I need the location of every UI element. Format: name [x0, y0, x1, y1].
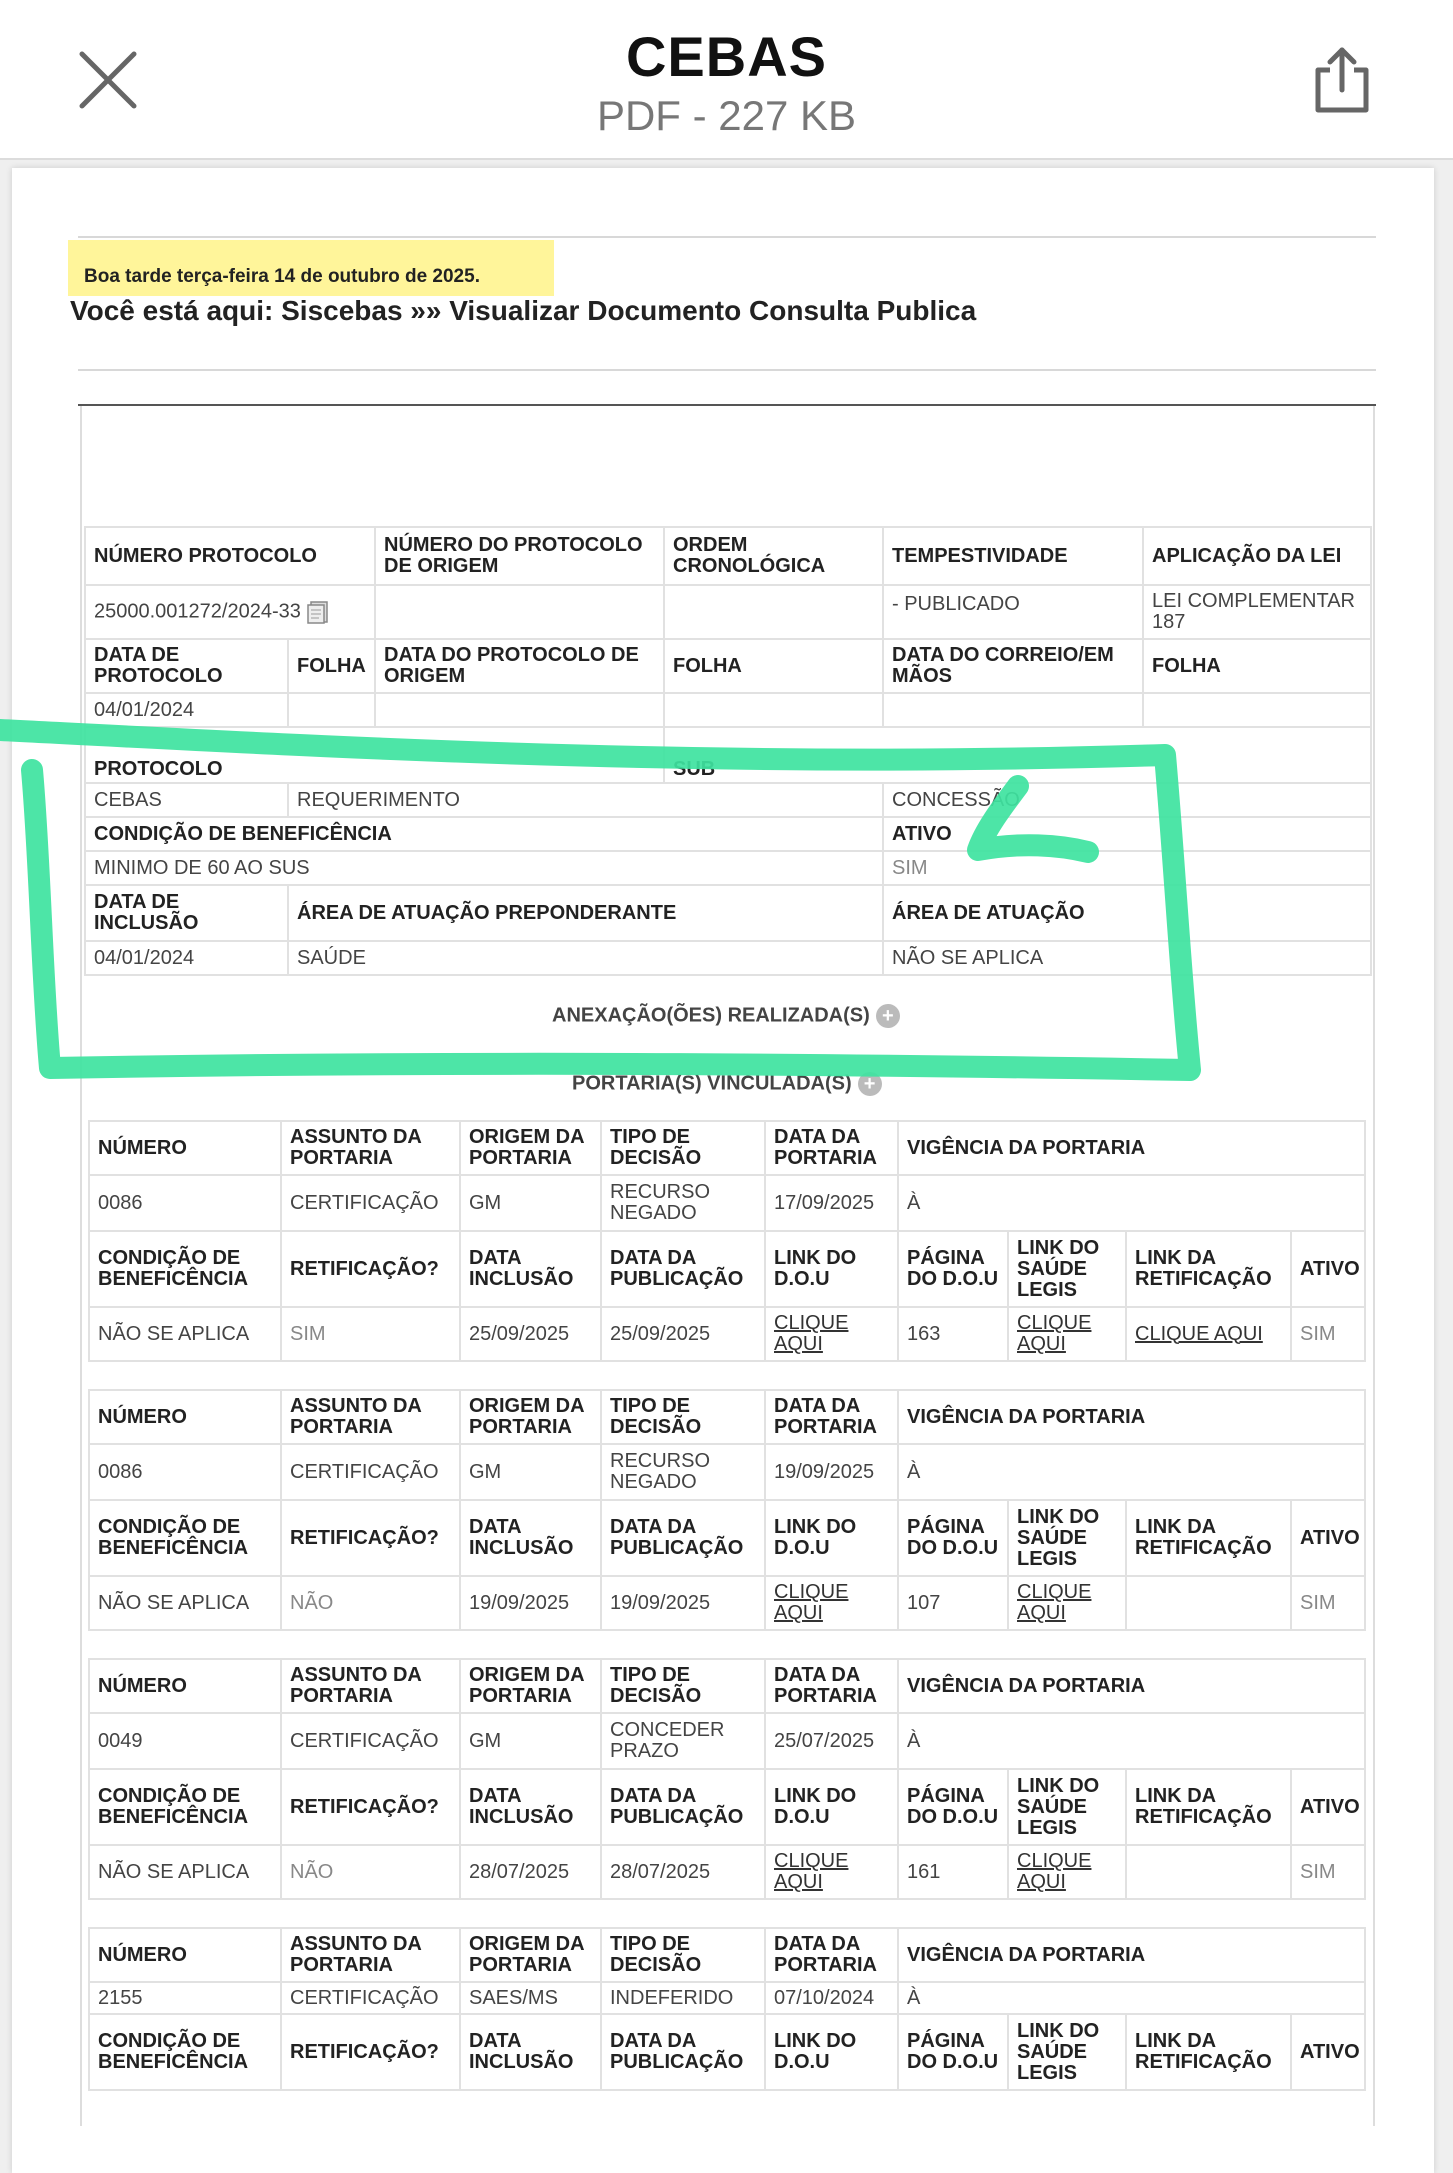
protocol-number-cell	[85, 585, 375, 639]
header-cell: ORIGEM DA PORTARIA	[460, 1390, 601, 1444]
portaria-data: 07/10/2024	[765, 1982, 898, 2014]
portaria-numero: 0086	[89, 1175, 281, 1231]
header-cell: DATA DO CORREIO/EM MÃOS	[883, 639, 1143, 693]
header-cell: CONDIÇÃO DE BENEFICÊNCIA	[89, 2014, 281, 2090]
portaria-condicao: NÃO SE APLICA	[89, 1307, 281, 1361]
portaria-origem: SAES/MS	[460, 1982, 601, 2014]
header-cell: APLICAÇÃO DA LEI	[1143, 527, 1371, 585]
header-cell: ASSUNTO DA PORTARIA	[281, 1928, 460, 1982]
header-cell: TEMPESTIVIDADE	[883, 527, 1143, 585]
portaria-pagina-dou: 107	[898, 1576, 1008, 1630]
header-cell: NÚMERO	[89, 1928, 281, 1982]
portaria-retificacao: SIM	[281, 1307, 460, 1361]
header-cell: DATA DO PROTOCOLO DE ORIGEM	[375, 639, 664, 693]
header-cell: FOLHA	[288, 639, 375, 693]
portaria-tipo-decisao: RECURSO NEGADO	[601, 1175, 765, 1231]
header-cell: TIPO DE DECISÃO	[601, 1390, 765, 1444]
portaria-retificacao: NÃO	[281, 1576, 460, 1630]
portaria-tipo-decisao: RECURSO NEGADO	[601, 1444, 765, 1500]
portarias-label: PORTARIA(S) VINCULADA(S)	[572, 1072, 852, 1095]
portaria-table	[88, 1658, 1366, 1900]
link-dou[interactable]: CLIQUE AQUI	[765, 1845, 898, 1899]
data-cell	[664, 585, 883, 639]
link-dou[interactable]: CLIQUE AQUI	[765, 1576, 898, 1630]
area-preponderante-value: SAÚDE	[288, 941, 883, 975]
data-cell	[375, 693, 664, 727]
header-cell: VIGÊNCIA DA PORTARIA	[898, 1390, 1365, 1444]
condicao-value: MINIMO DE 60 AO SUS	[85, 851, 883, 885]
header-cell: DATA DA PUBLICAÇÃO	[601, 1231, 765, 1307]
header-cell: ASSUNTO DA PORTARIA	[281, 1390, 460, 1444]
page-rule	[78, 369, 1376, 371]
viewer-header	[0, 0, 1453, 160]
header-cell: DATA INCLUSÃO	[460, 2014, 601, 2090]
portaria-numero: 0049	[89, 1713, 281, 1769]
header-cell: LINK DO SAÚDE LEGIS	[1008, 1231, 1126, 1307]
header-cell: LINK DO SAÚDE LEGIS	[1008, 2014, 1126, 2090]
tempestividade-value: - PUBLICADO	[883, 585, 1143, 639]
portaria-retificacao: NÃO	[281, 1845, 460, 1899]
tipo-value: CEBAS	[85, 783, 288, 817]
header-cell: DATA DA PUBLICAÇÃO	[601, 1769, 765, 1845]
portaria-ativo: SIM	[1291, 1576, 1365, 1630]
requerimento-value: REQUERIMENTO	[288, 783, 883, 817]
area-atuacao-value: NÃO SE APLICA	[883, 941, 1371, 975]
header-cell: ASSUNTO DA PORTARIA	[281, 1659, 460, 1713]
header-cell: ASSUNTO DA PORTARIA	[281, 1121, 460, 1175]
greeting-text: Boa tarde terça-feira 14 de outubro de 2025.	[84, 266, 480, 287]
document-icon[interactable]	[307, 600, 329, 624]
header-cell: PÁGINA DO D.O.U	[898, 2014, 1008, 2090]
data-cell	[375, 585, 664, 639]
header-cell: SUB	[664, 727, 1371, 783]
header-cell: DATA DA PORTARIA	[765, 1928, 898, 1982]
header-cell: FOLHA	[664, 639, 883, 693]
anexacoes-label: ANEXAÇÃO(ÕES) REALIZADA(S)	[552, 1004, 870, 1027]
portaria-condicao: NÃO SE APLICA	[89, 1576, 281, 1630]
greeting-highlight	[68, 240, 554, 296]
header-cell: ATIVO	[1291, 1500, 1365, 1576]
header-cell: CONDIÇÃO DE BENEFICÊNCIA	[89, 1231, 281, 1307]
expand-icon[interactable]: +	[876, 1004, 900, 1028]
portaria-vigencia: À	[898, 1713, 1365, 1769]
page-rule	[1373, 406, 1375, 2126]
data-cell	[288, 693, 375, 727]
portaria-vigencia: À	[898, 1175, 1365, 1231]
header-cell: ATIVO	[1291, 1769, 1365, 1845]
header-cell: CONDIÇÃO DE BENEFICÊNCIA	[85, 817, 883, 851]
header-cell: LINK DO D.O.U	[765, 1231, 898, 1307]
portaria-origem: GM	[460, 1713, 601, 1769]
header-cell: LINK DO D.O.U	[765, 2014, 898, 2090]
header-cell: LINK DO SAÚDE LEGIS	[1008, 1500, 1126, 1576]
header-cell: LINK DO D.O.U	[765, 1769, 898, 1845]
link-saude-legis[interactable]: CLIQUE AQUI	[1008, 1845, 1126, 1899]
portaria-vigencia: À	[898, 1982, 1365, 2014]
portaria-ativo: SIM	[1291, 1845, 1365, 1899]
lei-value: LEI COMPLEMENTAR 187	[1143, 585, 1371, 639]
header-cell: NÚMERO	[89, 1390, 281, 1444]
header-cell: LINK DA RETIFICAÇÃO	[1126, 1500, 1291, 1576]
header-cell: ORIGEM DA PORTARIA	[460, 1659, 601, 1713]
portaria-tipo-decisao: INDEFERIDO	[601, 1982, 765, 2014]
data-cell	[664, 693, 883, 727]
link-saude-legis[interactable]: CLIQUE AQUI	[1008, 1576, 1126, 1630]
portaria-data: 25/07/2025	[765, 1713, 898, 1769]
header-cell: LINK DA RETIFICAÇÃO	[1126, 2014, 1291, 2090]
header-cell: DATA DA PORTARIA	[765, 1390, 898, 1444]
link-saude-legis[interactable]: CLIQUE AQUI	[1008, 1307, 1126, 1361]
header-cell: VIGÊNCIA DA PORTARIA	[898, 1928, 1365, 1982]
header-cell: ÁREA DE ATUAÇÃO PREPONDERANTE	[288, 885, 883, 941]
header-cell: FOLHA	[1143, 639, 1371, 693]
portaria-vigencia: À	[898, 1444, 1365, 1500]
portaria-data: 17/09/2025	[765, 1175, 898, 1231]
header-cell: NÚMERO	[89, 1659, 281, 1713]
data-inclusao-value: 04/01/2024	[85, 941, 288, 975]
header-cell: PÁGINA DO D.O.U	[898, 1500, 1008, 1576]
portaria-origem: GM	[460, 1175, 601, 1231]
header-cell: ATIVO	[1291, 1231, 1365, 1307]
header-cell: LINK DA RETIFICAÇÃO	[1126, 1769, 1291, 1845]
header-cell: DATA DA PORTARIA	[765, 1121, 898, 1175]
anexacoes-toggle[interactable]	[552, 1004, 900, 1028]
header-cell: LINK DO D.O.U	[765, 1500, 898, 1576]
header-cell: ATIVO	[1291, 2014, 1365, 2090]
portaria-data-publicacao: 28/07/2025	[601, 1845, 765, 1899]
link-retificacao[interactable]: CLIQUE AQUI	[1126, 1307, 1291, 1361]
header-cell: RETIFICAÇÃO?	[281, 1231, 460, 1307]
link-dou[interactable]: CLIQUE AQUI	[765, 1307, 898, 1361]
protocol-table	[84, 526, 1372, 976]
header-cell: LINK DO SAÚDE LEGIS	[1008, 1769, 1126, 1845]
header-cell: DATA DE INCLUSÃO	[85, 885, 288, 941]
header-cell: NÚMERO DO PROTOCOLO DE ORIGEM	[375, 527, 664, 585]
portaria-data-publicacao: 19/09/2025	[601, 1576, 765, 1630]
data-cell	[1143, 693, 1371, 727]
header-cell: RETIFICAÇÃO?	[281, 2014, 460, 2090]
header-cell: ORIGEM DA PORTARIA	[460, 1928, 601, 1982]
header-cell: PÁGINA DO D.O.U	[898, 1769, 1008, 1845]
portaria-table	[88, 1120, 1366, 1362]
portaria-data-inclusao: 28/07/2025	[460, 1845, 601, 1899]
portaria-ativo: SIM	[1291, 1307, 1365, 1361]
header-cell: DATA INCLUSÃO	[460, 1231, 601, 1307]
header-cell: NÚMERO PROTOCOLO	[85, 527, 375, 585]
header-cell: DATA DA PUBLICAÇÃO	[601, 2014, 765, 2090]
portaria-assunto: CERTIFICAÇÃO	[281, 1982, 460, 2014]
header-cell: ATIVO	[883, 817, 1371, 851]
header-cell: PROTOCOLO	[85, 727, 664, 783]
header-cell: ORDEM CRONOLÓGICA	[664, 527, 883, 585]
expand-icon[interactable]: +	[858, 1072, 882, 1096]
data-protocolo-value: 04/01/2024	[85, 693, 288, 727]
breadcrumb: Você está aqui: Siscebas »» Visualizar Documento Consulta Publica	[70, 295, 977, 326]
portaria-data-inclusao: 25/09/2025	[460, 1307, 601, 1361]
portaria-table	[88, 1389, 1366, 1631]
header-cell: DATA DA PORTARIA	[765, 1659, 898, 1713]
share-icon[interactable]	[1306, 44, 1378, 116]
concessao-value: CONCESSÃO	[883, 783, 1371, 817]
document-title: CEBAS	[625, 25, 828, 88]
header-cell: ÁREA DE ATUAÇÃO	[883, 885, 1371, 941]
link-retificacao[interactable]	[1126, 1845, 1291, 1899]
link-retificacao[interactable]	[1126, 1576, 1291, 1630]
header-cell: NÚMERO	[89, 1121, 281, 1175]
document-subtitle: PDF - 227 KB	[596, 92, 857, 139]
portaria-pagina-dou: 161	[898, 1845, 1008, 1899]
header-cell: DATA INCLUSÃO	[460, 1500, 601, 1576]
portaria-tipo-decisao: CONCEDER PRAZO	[601, 1713, 765, 1769]
header-cell: DATA INCLUSÃO	[460, 1769, 601, 1845]
header-cell: VIGÊNCIA DA PORTARIA	[898, 1121, 1365, 1175]
header-cell: DATA DE PROTOCOLO	[85, 639, 288, 693]
portaria-data: 19/09/2025	[765, 1444, 898, 1500]
header-cell: LINK DA RETIFICAÇÃO	[1126, 1231, 1291, 1307]
portaria-origem: GM	[460, 1444, 601, 1500]
portaria-condicao: NÃO SE APLICA	[89, 1845, 281, 1899]
ativo-value: SIM	[883, 851, 1371, 885]
portaria-table	[88, 1927, 1366, 2091]
portaria-assunto: CERTIFICAÇÃO	[281, 1444, 460, 1500]
data-cell	[883, 693, 1143, 727]
portaria-assunto: CERTIFICAÇÃO	[281, 1713, 460, 1769]
header-cell: TIPO DE DECISÃO	[601, 1121, 765, 1175]
header-cell: ORIGEM DA PORTARIA	[460, 1121, 601, 1175]
header-cell: CONDIÇÃO DE BENEFICÊNCIA	[89, 1769, 281, 1845]
portarias-toggle[interactable]	[572, 1072, 882, 1096]
protocol-number: 25000.001272/2024-33	[94, 600, 301, 623]
header-cell: DATA DA PUBLICAÇÃO	[601, 1500, 765, 1576]
page-rule	[78, 236, 1376, 238]
page-rule	[78, 404, 1376, 406]
header-cell: RETIFICAÇÃO?	[281, 1500, 460, 1576]
header-cell: CONDIÇÃO DE BENEFICÊNCIA	[89, 1500, 281, 1576]
portaria-assunto: CERTIFICAÇÃO	[281, 1175, 460, 1231]
header-cell: TIPO DE DECISÃO	[601, 1928, 765, 1982]
header-cell: VIGÊNCIA DA PORTARIA	[898, 1659, 1365, 1713]
portaria-numero: 2155	[89, 1982, 281, 2014]
page-rule	[80, 406, 82, 2126]
header-cell: PÁGINA DO D.O.U	[898, 1231, 1008, 1307]
portaria-data-inclusao: 19/09/2025	[460, 1576, 601, 1630]
header-cell: RETIFICAÇÃO?	[281, 1769, 460, 1845]
header-cell: TIPO DE DECISÃO	[601, 1659, 765, 1713]
portaria-data-publicacao: 25/09/2025	[601, 1307, 765, 1361]
portaria-pagina-dou: 163	[898, 1307, 1008, 1361]
portaria-numero: 0086	[89, 1444, 281, 1500]
